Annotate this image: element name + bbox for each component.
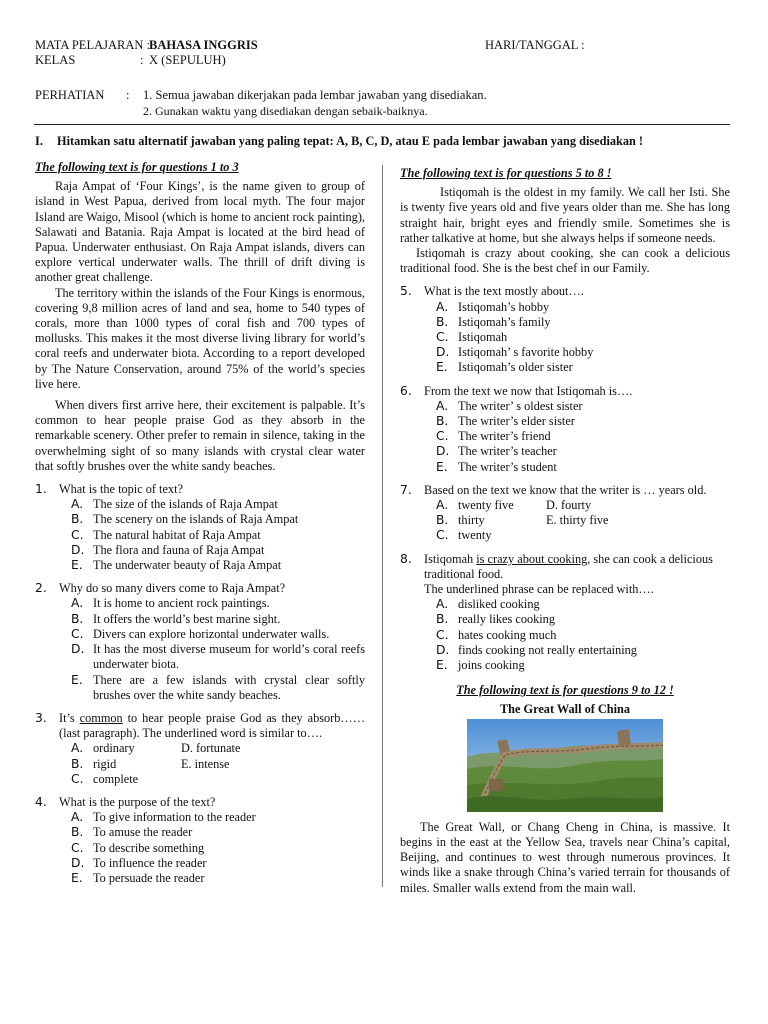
- option-c[interactable]: C. The natural habitat of Raja Ampat: [71, 527, 261, 542]
- question-text: Based on the text we know that the writer is … years old.: [424, 482, 707, 497]
- underlined-word: common: [79, 710, 123, 725]
- option-a[interactable]: A. The size of the islands of Raja Ampat: [71, 497, 278, 512]
- raja-ampat-paragraph-3: When divers first arrive here, their excitement is palpable. It’s common to hear people praise God as they absorb in the remarkable scenery. Other prefer to remain in silence, taking in the overwhelming sight of so many islands with crystal clear water that softly brushes over the white sandy beaches.: [35, 398, 365, 473]
- class-label: KELAS: [35, 53, 76, 67]
- option-e[interactable]: E. intense: [181, 756, 230, 771]
- left-column: [35, 160, 365, 886]
- question-number: 2.: [35, 581, 47, 596]
- right-column: [400, 166, 730, 896]
- question-5: [400, 284, 730, 375]
- question-text: What is the topic of text?: [59, 482, 183, 497]
- question-number: 8.: [400, 551, 412, 566]
- option-c[interactable]: C. Istiqomah: [436, 330, 508, 345]
- question-4: [35, 795, 365, 886]
- option-c[interactable]: C. Divers can explore horizontal underwater walls.: [71, 626, 330, 641]
- passage-subtitle: The Great Wall of China: [499, 701, 631, 716]
- question-text: From the text we now that Istiqomah is….: [424, 383, 633, 398]
- option-c[interactable]: C. To describe something: [71, 840, 205, 855]
- option-e[interactable]: E. Istiqomah’s older sister: [436, 360, 573, 375]
- great-wall-photo: [467, 719, 663, 812]
- option-c[interactable]: C. hates cooking much: [436, 627, 557, 642]
- question-subtext: The underlined phrase can be replaced with….: [424, 582, 654, 597]
- option-b[interactable]: B. The scenery on the islands of Raja Ampat: [71, 512, 299, 527]
- option-b[interactable]: B. It offers the world’s best marine sight.: [71, 611, 281, 626]
- question-1: [35, 482, 365, 573]
- option-b[interactable]: B. rigid: [71, 756, 117, 771]
- class-value: X (SEPULUH): [149, 53, 226, 67]
- option-d[interactable]: D. fortunate: [181, 741, 241, 756]
- option-a[interactable]: A. ordinary: [71, 741, 135, 756]
- passage-title-q1-3: The following text is for questions 1 to 3: [35, 160, 239, 174]
- notice-item-1: 1. Semua jawaban dikerjakan pada lembar jawaban yang disediakan.: [143, 88, 487, 102]
- istiqomah-paragraph-1: Istiqomah is the oldest in my family. We call her Isti. She is twenty five years old and five years older than me. She has long straight hair, bright eyes and friendly smile. Sometimes she is rather talkative at home, but she always helps if someone needs.: [400, 185, 730, 245]
- subject-value: BAHASA INGGRIS: [149, 38, 258, 52]
- option-d[interactable]: D. To influence the reader: [71, 855, 207, 870]
- question-number: 1.: [35, 482, 47, 497]
- class-colon: :: [140, 53, 144, 67]
- section-instruction: Hitamkan satu alternatif jawaban yang paling tepat: A, B, C, D, atau E pada lembar jawaban yang disediakan !: [57, 134, 644, 148]
- option-a[interactable]: A. To give information to the reader: [71, 810, 256, 825]
- option-b[interactable]: B. Istiqomah’s family: [436, 314, 551, 329]
- notice-colon: :: [126, 88, 130, 102]
- option-b[interactable]: B. To amuse the reader: [71, 825, 193, 840]
- option-d[interactable]: D. finds cooking not really entertaining: [436, 642, 637, 657]
- top-rule: [34, 124, 730, 125]
- option-e[interactable]: E. To persuade the reader: [71, 870, 205, 885]
- option-d[interactable]: D. fourty: [546, 498, 592, 513]
- option-a[interactable]: A. Istiqomah’s hobby: [436, 299, 550, 314]
- question-number: 3.: [35, 710, 47, 725]
- raja-ampat-paragraph-2: The territory within the islands of the Four Kings is enormous, covering 9,8 million acres of land and sea, home to 540 types of corals, more than 1000 types of coral fish and 700 types of mollusks. This makes it the most diverse living library for world’s coral reefs and underwater biota. According to a report developed by The Nature Conservation, around 75% of the world’s species live here.: [35, 285, 365, 391]
- raja-ampat-paragraph-1: Raja Ampat of ‘Four Kings’, is the name given to group of island in West Papua, derived from local myth. The four major Island are Waigo, Misool (which is home to ancient rock painting), Salawati and Batania. Raja Ampat is located at the bird head of Papua. Underwater enthusiast. On Raja Ampat islands, divers can explore vertical underwater walls. The thrill of drift diving is another great challenge.: [35, 179, 365, 285]
- option-b[interactable]: B. really likes cooking: [436, 612, 555, 627]
- option-d[interactable]: D. The flora and fauna of Raja Ampat: [71, 542, 265, 557]
- passage-title-q9-12: The following text is for questions 9 to 12 !: [456, 683, 674, 698]
- subject-label: MATA PELAJARAN :: [35, 38, 150, 52]
- istiqomah-paragraph-2: Istiqomah is crazy about cooking, she can cook a delicious traditional food. She is the best chef in our Family.: [400, 246, 730, 276]
- question-6: [400, 384, 730, 475]
- option-d[interactable]: D. Istiqomah’ s favorite hobby: [436, 345, 594, 360]
- option-a[interactable]: A. The writer’ s oldest sister: [436, 398, 583, 413]
- option-e[interactable]: E. thirty five: [546, 513, 609, 528]
- question-3: [35, 711, 365, 787]
- question-text: Why do so many divers come to Raja Ampat?: [59, 581, 286, 596]
- option-e[interactable]: E. joins cooking: [436, 658, 525, 673]
- column-divider: [382, 165, 383, 887]
- notice-item-2: 2. Gunakan waktu yang disediakan dengan sebaik-baiknya.: [143, 104, 428, 118]
- great-wall-paragraph: The Great Wall, or Chang Cheng in China, is massive. It begins in the east at the Yellow Sea, travels near China’s capital, Beijing, and continues to west through numerous provinces. It winds like a snake through China’s varied terrain for thousands of miles. Smaller walls extend from the main wall.: [400, 819, 730, 895]
- question-8: [400, 552, 730, 674]
- option-c[interactable]: C. The writer’s friend: [436, 429, 551, 444]
- option-a[interactable]: A. twenty five: [436, 498, 514, 513]
- option-b[interactable]: B. The writer’s elder sister: [436, 414, 575, 429]
- question-text: It’s common to hear people praise God as they absorb…… (last paragraph). The underlined word is similar to….: [59, 710, 365, 741]
- option-d[interactable]: D. The writer’s teacher: [436, 444, 557, 459]
- option-a[interactable]: A. disliked cooking: [436, 597, 540, 612]
- question-2: [35, 581, 365, 703]
- question-text: What is the purpose of the text?: [59, 794, 216, 809]
- question-text: Istiqomah is crazy about cooking, she can cook a delicious traditional food.: [424, 551, 713, 581]
- notice-label: PERHATIAN: [35, 88, 105, 102]
- question-number: 6.: [400, 383, 412, 398]
- section-number: I.: [35, 134, 43, 148]
- option-c[interactable]: C. twenty: [436, 528, 492, 543]
- passage-title-q5-8: The following text is for questions 5 to 8 !: [400, 166, 612, 180]
- option-a[interactable]: A. It is home to ancient rock paintings.: [71, 596, 270, 611]
- underlined-phrase: is crazy about cooking: [476, 551, 588, 566]
- option-b[interactable]: B. thirty: [436, 513, 485, 528]
- option-e[interactable]: E. There are a few islands with crystal clear softly brushes over the white sandy beaches.: [71, 672, 365, 702]
- option-c[interactable]: C. complete: [71, 771, 139, 786]
- question-7: [400, 483, 730, 544]
- option-e[interactable]: E. The underwater beauty of Raja Ampat: [71, 558, 282, 573]
- option-d[interactable]: D. It has the most diverse museum for world’s coral reefs underwater biota.: [71, 642, 365, 672]
- question-number: 5.: [400, 284, 412, 299]
- question-number: 7.: [400, 482, 412, 497]
- option-e[interactable]: E. The writer’s student: [436, 459, 557, 474]
- date-label: HARI/TANGGAL :: [485, 38, 585, 52]
- question-text: What is the text mostly about….: [424, 284, 584, 299]
- question-number: 4.: [35, 794, 47, 809]
